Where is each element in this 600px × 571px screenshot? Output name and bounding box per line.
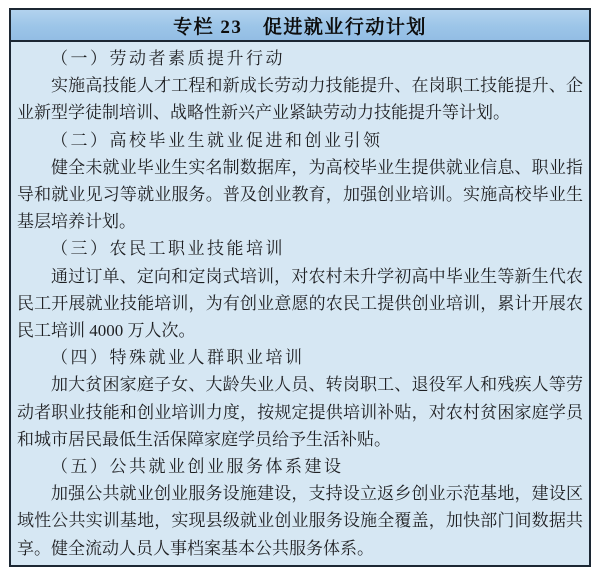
section-heading: （五）公共就业创业服务体系建设: [51, 457, 344, 477]
section-4: [17, 344, 583, 453]
section-5: [17, 453, 583, 562]
section-3: [17, 235, 583, 344]
section-paragraph: 健全未就业毕业生实名制数据库，为高校毕业生提供就业信息、职业指导和就业见习等就业服务。普及创业教育，加强创业培训。实施高校毕业生基层培养计划。: [17, 157, 583, 232]
section-heading: （一）劳动者素质提升行动: [51, 49, 285, 68]
section-paragraph: 加大贫困家庭子女、大龄失业人员、转岗职工、退役军人和残疾人等劳动者职业技能和创业培训力度，按规定提供培训补贴，对农村贫困家庭学员和城市居民最低生活保障家庭学员给予生活补贴。: [17, 375, 583, 449]
section-paragraph: 通过订单、定向和定岗式培训，对农村未升学初高中毕业生等新生代农民工开展就业技能培训，为有创业意愿的农民工提供创业培训，累计开展农民工培训 4000 万人次。: [17, 266, 583, 341]
section-paragraph: 实施高技能人才工程和新成长劳动力技能提升、在岗职工技能提升、企业新型学徒制培训、战略性新兴产业紧缺劳动力技能提升等计划。: [17, 76, 583, 123]
column-box: [9, 8, 591, 567]
section-paragraph: 加强公共就业创业服务设施建设，支持设立返乡创业示范基地，建设区域性公共实训基地，实现县级就业创业服务设施全覆盖，加快部门间数据共享。健全流动人员人事档案基本公共服务体系。: [17, 484, 583, 558]
section-heading: （四）特殊就业人群职业培训: [51, 348, 305, 368]
section-2: [17, 127, 583, 236]
box-body: [11, 42, 589, 562]
box-title: 专栏 23 促进就业行动计划: [173, 16, 427, 38]
box-header: [11, 10, 589, 42]
section-heading: （三）农民工职业技能培训: [51, 239, 285, 259]
section-heading: （二）高校毕业生就业促进和创业引领: [51, 130, 383, 150]
section-1: [17, 45, 583, 127]
